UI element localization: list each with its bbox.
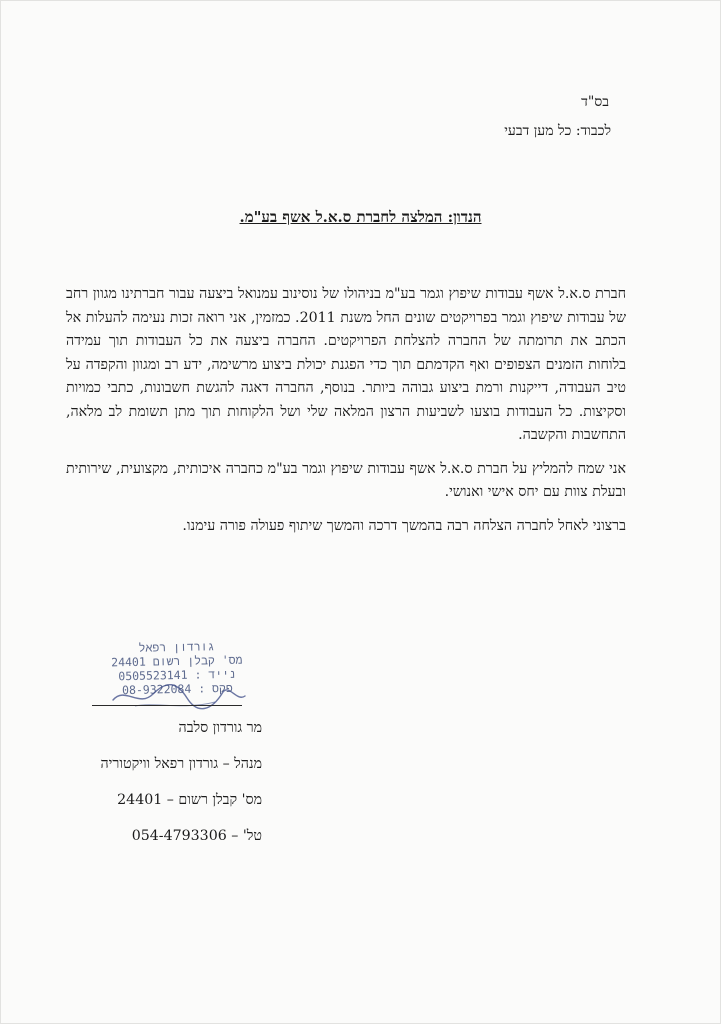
signatory-block xyxy=(92,718,262,862)
body-paragraph-1: חברת ס.א.ל אשף עבודות שיפוץ וגמר בע"מ בניהולו של נוסינוב עמנואל ביצעה עבור חברתינו מגוון רחב של עבודות שיפוץ וגמר בפרויקטים שונים החל משנת 2011. כמזמין, אני רואה זכות נעימה להעלות אל הכתב את תרומתה של החברה להצלחת הפרויקטים. החברה ביצעה את כל העבודות תוך עמידה בלוחות הזמנים הצפופים ואף הקדמתם תוך כדי הפגנת יכולת ביצוע מרשימה, ידע רב ומגוון והקפדה על טיב העבודה, דייקנות ורמת ביצוע גבוהה ביותר. בנוסף, החברה דאגה להגשת חשבונות, כתבי כמויות וסקיצות. כל העבודות בוצעו לשביעות הרצון המלאה שלי ושל הלקוחות תוך מתן תשומת לב מלאה, התחשבות והקשבה. xyxy=(66,286,626,443)
stamp-name: גורדון רפאל xyxy=(138,639,215,655)
body-paragraph-3: ברצוני לאחל לחברה הצלחה רבה בהמשך דרכה והמשך שיתוף פעולה פורה עימנו. xyxy=(182,517,626,534)
signatory-phone: טל' – 054-4793306 xyxy=(131,828,262,844)
stamp-fax: פקס : 08-9322084 xyxy=(121,680,233,698)
letter-body xyxy=(66,283,626,548)
signatory-title: מנהל – גורדון רפאל וויקטוריה xyxy=(100,756,262,772)
signature-line xyxy=(92,705,242,706)
signatory-name: מר גורדון סלבה xyxy=(178,720,262,736)
subject-line: הנדון: המלצה לחברת ס.א.ל אשף בע"מ. xyxy=(239,208,482,226)
recipient-line: לכבוד: כל מען דבעי xyxy=(504,123,611,139)
signatory-contractor-number: מס' קבלן רשום – 24401 xyxy=(117,792,262,808)
handwritten-signature xyxy=(95,672,275,722)
stamp-mobile: נייד : 0505523141 xyxy=(118,666,237,684)
bsd-header: בס"ד xyxy=(581,94,609,110)
stamp-contractor: מס' קבלן רשום 24401 xyxy=(111,652,243,670)
body-paragraph-2: אני שמח להמליץ על חברת ס.א.ל אשף עבודות שיפוץ וגמר בע"מ כחברה איכותית, מקצועית, שירותית ובעלת צוות עם יחס אישי ואנושי. xyxy=(66,460,626,500)
